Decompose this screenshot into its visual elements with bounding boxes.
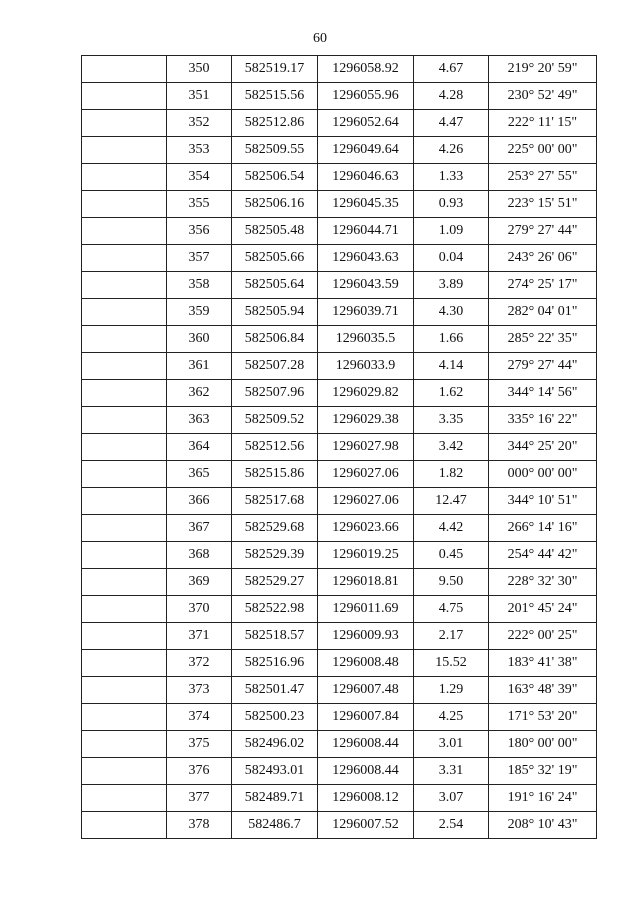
x-coordinate-cell: 582486.7 — [232, 812, 318, 839]
distance-cell: 4.14 — [414, 353, 489, 380]
distance-cell: 0.04 — [414, 245, 489, 272]
x-coordinate-cell: 582507.28 — [232, 353, 318, 380]
x-coordinate-cell: 582518.57 — [232, 623, 318, 650]
distance-cell: 1.33 — [414, 164, 489, 191]
x-coordinate-cell: 582505.48 — [232, 218, 318, 245]
distance-cell: 1.66 — [414, 326, 489, 353]
distance-cell: 3.31 — [414, 758, 489, 785]
x-coordinate-cell: 582522.98 — [232, 596, 318, 623]
bearing-cell: 208° 10' 43" — [489, 812, 597, 839]
x-coordinate-cell: 582506.16 — [232, 191, 318, 218]
y-coordinate-cell: 1296011.69 — [318, 596, 414, 623]
bearing-cell: 344° 25' 20" — [489, 434, 597, 461]
y-coordinate-cell: 1296007.48 — [318, 677, 414, 704]
table-row — [82, 272, 597, 299]
distance-cell: 4.28 — [414, 83, 489, 110]
y-coordinate-cell: 1296027.06 — [318, 488, 414, 515]
bearing-cell: 201° 45' 24" — [489, 596, 597, 623]
point-number-cell: 365 — [167, 461, 232, 488]
point-number-cell: 368 — [167, 542, 232, 569]
y-coordinate-cell: 1296009.93 — [318, 623, 414, 650]
bearing-cell: 282° 04' 01" — [489, 299, 597, 326]
bearing-cell: 225° 00' 00" — [489, 137, 597, 164]
y-coordinate-cell: 1296035.5 — [318, 326, 414, 353]
section-cell — [82, 299, 167, 326]
section-cell — [82, 704, 167, 731]
section-cell — [82, 623, 167, 650]
x-coordinate-cell: 582509.55 — [232, 137, 318, 164]
x-coordinate-cell: 582529.68 — [232, 515, 318, 542]
section-cell — [82, 83, 167, 110]
section-cell — [82, 650, 167, 677]
x-coordinate-cell: 582506.84 — [232, 326, 318, 353]
y-coordinate-cell: 1296007.52 — [318, 812, 414, 839]
section-cell — [82, 407, 167, 434]
bearing-cell: 222° 00' 25" — [489, 623, 597, 650]
y-coordinate-cell: 1296043.63 — [318, 245, 414, 272]
bearing-cell: 344° 14' 56" — [489, 380, 597, 407]
section-cell — [82, 812, 167, 839]
point-number-cell: 354 — [167, 164, 232, 191]
distance-cell: 3.07 — [414, 785, 489, 812]
y-coordinate-cell: 1296046.63 — [318, 164, 414, 191]
x-coordinate-cell: 582501.47 — [232, 677, 318, 704]
y-coordinate-cell: 1296045.35 — [318, 191, 414, 218]
distance-cell: 3.89 — [414, 272, 489, 299]
point-number-cell: 350 — [167, 56, 232, 83]
y-coordinate-cell: 1296049.64 — [318, 137, 414, 164]
x-coordinate-cell: 582500.23 — [232, 704, 318, 731]
section-cell — [82, 785, 167, 812]
coordinates-table-body — [82, 56, 597, 839]
x-coordinate-cell: 582493.01 — [232, 758, 318, 785]
table-row — [82, 731, 597, 758]
y-coordinate-cell: 1296008.12 — [318, 785, 414, 812]
section-cell — [82, 164, 167, 191]
distance-cell: 2.54 — [414, 812, 489, 839]
distance-cell: 4.30 — [414, 299, 489, 326]
y-coordinate-cell: 1296052.64 — [318, 110, 414, 137]
y-coordinate-cell: 1296029.82 — [318, 380, 414, 407]
x-coordinate-cell: 582512.56 — [232, 434, 318, 461]
section-cell — [82, 137, 167, 164]
table-row — [82, 758, 597, 785]
table-row — [82, 191, 597, 218]
distance-cell: 0.45 — [414, 542, 489, 569]
point-number-cell: 376 — [167, 758, 232, 785]
x-coordinate-cell: 582512.86 — [232, 110, 318, 137]
table-row — [82, 488, 597, 515]
point-number-cell: 360 — [167, 326, 232, 353]
bearing-cell: 222° 11' 15" — [489, 110, 597, 137]
point-number-cell: 355 — [167, 191, 232, 218]
bearing-cell: 219° 20' 59" — [489, 56, 597, 83]
point-number-cell: 361 — [167, 353, 232, 380]
section-cell — [82, 758, 167, 785]
table-row — [82, 650, 597, 677]
page-number: 60 — [313, 31, 327, 46]
bearing-cell: 230° 52' 49" — [489, 83, 597, 110]
section-cell — [82, 56, 167, 83]
x-coordinate-cell: 582507.96 — [232, 380, 318, 407]
y-coordinate-cell: 1296055.96 — [318, 83, 414, 110]
point-number-cell: 362 — [167, 380, 232, 407]
y-coordinate-cell: 1296033.9 — [318, 353, 414, 380]
bearing-cell: 223° 15' 51" — [489, 191, 597, 218]
table-row — [82, 704, 597, 731]
distance-cell: 12.47 — [414, 488, 489, 515]
point-number-cell: 356 — [167, 218, 232, 245]
table-row — [82, 461, 597, 488]
distance-cell: 3.35 — [414, 407, 489, 434]
table-row — [82, 623, 597, 650]
bearing-cell: 266° 14' 16" — [489, 515, 597, 542]
distance-cell: 1.82 — [414, 461, 489, 488]
point-number-cell: 372 — [167, 650, 232, 677]
y-coordinate-cell: 1296018.81 — [318, 569, 414, 596]
distance-cell: 0.93 — [414, 191, 489, 218]
table-row — [82, 110, 597, 137]
distance-cell: 4.26 — [414, 137, 489, 164]
table-row — [82, 596, 597, 623]
point-number-cell: 359 — [167, 299, 232, 326]
bearing-cell: 171° 53' 20" — [489, 704, 597, 731]
table-row — [82, 218, 597, 245]
table-row — [82, 137, 597, 164]
section-cell — [82, 461, 167, 488]
y-coordinate-cell: 1296019.25 — [318, 542, 414, 569]
distance-cell: 1.29 — [414, 677, 489, 704]
table-row — [82, 677, 597, 704]
point-number-cell: 358 — [167, 272, 232, 299]
section-cell — [82, 488, 167, 515]
bearing-cell: 279° 27' 44" — [489, 218, 597, 245]
table-row — [82, 407, 597, 434]
section-cell — [82, 542, 167, 569]
section-cell — [82, 380, 167, 407]
y-coordinate-cell: 1296008.44 — [318, 731, 414, 758]
point-number-cell: 353 — [167, 137, 232, 164]
x-coordinate-cell: 582505.66 — [232, 245, 318, 272]
x-coordinate-cell: 582516.96 — [232, 650, 318, 677]
point-number-cell: 377 — [167, 785, 232, 812]
section-cell — [82, 191, 167, 218]
bearing-cell: 253° 27' 55" — [489, 164, 597, 191]
point-number-cell: 357 — [167, 245, 232, 272]
x-coordinate-cell: 582489.71 — [232, 785, 318, 812]
bearing-cell: 285° 22' 35" — [489, 326, 597, 353]
bearing-cell: 163° 48' 39" — [489, 677, 597, 704]
bearing-cell: 254° 44' 42" — [489, 542, 597, 569]
distance-cell: 4.67 — [414, 56, 489, 83]
y-coordinate-cell: 1296043.59 — [318, 272, 414, 299]
point-number-cell: 352 — [167, 110, 232, 137]
point-number-cell: 374 — [167, 704, 232, 731]
point-number-cell: 371 — [167, 623, 232, 650]
section-cell — [82, 596, 167, 623]
y-coordinate-cell: 1296027.98 — [318, 434, 414, 461]
x-coordinate-cell: 582505.94 — [232, 299, 318, 326]
x-coordinate-cell: 582517.68 — [232, 488, 318, 515]
section-cell — [82, 434, 167, 461]
bearing-cell: 191° 16' 24" — [489, 785, 597, 812]
table-row — [82, 299, 597, 326]
table-row — [82, 434, 597, 461]
x-coordinate-cell: 582519.17 — [232, 56, 318, 83]
point-number-cell: 369 — [167, 569, 232, 596]
x-coordinate-cell: 582515.56 — [232, 83, 318, 110]
point-number-cell: 367 — [167, 515, 232, 542]
distance-cell: 1.09 — [414, 218, 489, 245]
distance-cell: 4.42 — [414, 515, 489, 542]
bearing-cell: 000° 00' 00" — [489, 461, 597, 488]
distance-cell: 3.42 — [414, 434, 489, 461]
table-row — [82, 380, 597, 407]
bearing-cell: 279° 27' 44" — [489, 353, 597, 380]
table-row — [82, 164, 597, 191]
distance-cell: 15.52 — [414, 650, 489, 677]
table-row — [82, 56, 597, 83]
table-row — [82, 812, 597, 839]
point-number-cell: 373 — [167, 677, 232, 704]
table-row — [82, 245, 597, 272]
x-coordinate-cell: 582506.54 — [232, 164, 318, 191]
point-number-cell: 351 — [167, 83, 232, 110]
table-row — [82, 353, 597, 380]
section-cell — [82, 677, 167, 704]
y-coordinate-cell: 1296039.71 — [318, 299, 414, 326]
section-cell — [82, 731, 167, 758]
y-coordinate-cell: 1296044.71 — [318, 218, 414, 245]
table-row — [82, 515, 597, 542]
table-row — [82, 785, 597, 812]
section-cell — [82, 218, 167, 245]
section-cell — [82, 272, 167, 299]
point-number-cell: 370 — [167, 596, 232, 623]
bearing-cell: 228° 32' 30" — [489, 569, 597, 596]
y-coordinate-cell: 1296023.66 — [318, 515, 414, 542]
y-coordinate-cell: 1296058.92 — [318, 56, 414, 83]
distance-cell: 9.50 — [414, 569, 489, 596]
table-row — [82, 569, 597, 596]
point-number-cell: 366 — [167, 488, 232, 515]
bearing-cell: 243° 26' 06" — [489, 245, 597, 272]
coordinates-table — [81, 55, 597, 839]
x-coordinate-cell: 582515.86 — [232, 461, 318, 488]
bearing-cell: 185° 32' 19" — [489, 758, 597, 785]
distance-cell: 4.75 — [414, 596, 489, 623]
x-coordinate-cell: 582505.64 — [232, 272, 318, 299]
section-cell — [82, 245, 167, 272]
distance-cell: 1.62 — [414, 380, 489, 407]
section-cell — [82, 110, 167, 137]
distance-cell: 4.47 — [414, 110, 489, 137]
y-coordinate-cell: 1296008.48 — [318, 650, 414, 677]
distance-cell: 2.17 — [414, 623, 489, 650]
section-cell — [82, 569, 167, 596]
table-row — [82, 542, 597, 569]
x-coordinate-cell: 582496.02 — [232, 731, 318, 758]
bearing-cell: 183° 41' 38" — [489, 650, 597, 677]
bearing-cell: 344° 10' 51" — [489, 488, 597, 515]
bearing-cell: 180° 00' 00" — [489, 731, 597, 758]
table-row — [82, 326, 597, 353]
x-coordinate-cell: 582529.39 — [232, 542, 318, 569]
distance-cell: 3.01 — [414, 731, 489, 758]
y-coordinate-cell: 1296029.38 — [318, 407, 414, 434]
y-coordinate-cell: 1296007.84 — [318, 704, 414, 731]
point-number-cell: 378 — [167, 812, 232, 839]
table-row — [82, 83, 597, 110]
section-cell — [82, 326, 167, 353]
bearing-cell: 335° 16' 22" — [489, 407, 597, 434]
bearing-cell: 274° 25' 17" — [489, 272, 597, 299]
point-number-cell: 375 — [167, 731, 232, 758]
point-number-cell: 363 — [167, 407, 232, 434]
y-coordinate-cell: 1296027.06 — [318, 461, 414, 488]
y-coordinate-cell: 1296008.44 — [318, 758, 414, 785]
point-number-cell: 364 — [167, 434, 232, 461]
section-cell — [82, 353, 167, 380]
distance-cell: 4.25 — [414, 704, 489, 731]
x-coordinate-cell: 582529.27 — [232, 569, 318, 596]
section-cell — [82, 515, 167, 542]
x-coordinate-cell: 582509.52 — [232, 407, 318, 434]
